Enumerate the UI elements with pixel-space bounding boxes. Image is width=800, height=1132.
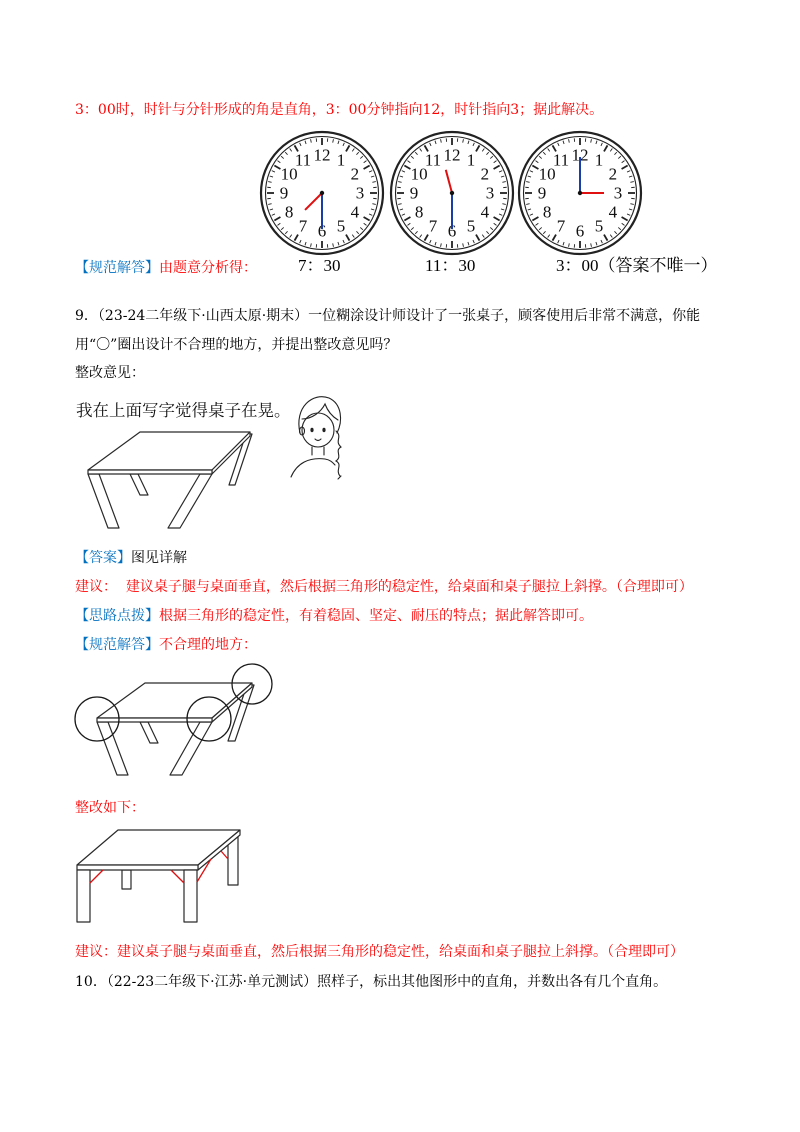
girl-face — [302, 413, 334, 447]
table-top-front-edge — [97, 718, 212, 722]
clock-number: 9 — [279, 183, 289, 203]
clock-number: 3 — [613, 183, 623, 203]
clock-number: 3 — [485, 183, 495, 203]
table-front-right-leg — [168, 474, 212, 528]
clock-number: 3 — [355, 183, 365, 203]
clock-number: 11 — [552, 150, 570, 170]
table-front-right-leg — [170, 722, 212, 775]
girl-braid — [336, 431, 341, 479]
suggestion-text-1: 建议： 建议桌子腿与桌面垂直，然后根据三角形的稳定性，给桌面和桌子腿拉上斜撑。（合理即可） — [75, 579, 693, 595]
clock-label-1: 7：30 — [298, 256, 341, 275]
clock-number: 12 — [313, 145, 331, 165]
clock-number: 5 — [594, 216, 604, 236]
clock-center-dot — [320, 191, 324, 195]
clock-number: 6 — [317, 221, 327, 241]
clock-2 — [391, 132, 513, 254]
analysis-text: 3：00时，时针与分针形成的角是直角，3：00分钟指向12，时针指向3；据此解决。 — [75, 102, 604, 118]
solution-text-2: 不合理的地方： — [159, 637, 257, 653]
suggestion-line-1 — [75, 577, 693, 597]
girl-left-eye — [310, 428, 313, 432]
clock-center-dot — [578, 191, 582, 195]
clock-number: 7 — [428, 216, 438, 236]
clock-number: 12 — [443, 145, 461, 165]
clock-number: 4 — [480, 202, 490, 222]
solution-text: 由题意分析得： — [159, 260, 257, 276]
clock-number: 10 — [280, 164, 298, 184]
table-front-left-leg — [77, 870, 90, 922]
clock-number: 5 — [466, 216, 476, 236]
girl-right-eye — [322, 428, 325, 432]
table-front-left-leg — [88, 474, 119, 528]
table-top — [88, 432, 250, 470]
clock-number: 5 — [336, 216, 346, 236]
answer-line — [75, 548, 187, 568]
clock-number: 8 — [542, 202, 552, 222]
girl-neck — [312, 447, 324, 455]
clock-number: 12 — [571, 145, 589, 165]
wobbly-table-figure — [75, 425, 260, 537]
clock-number: 9 — [409, 183, 419, 203]
hint-text: 根据三角形的稳定性，有着稳固、坚定、耐压的特点；据此解答即可。 — [159, 608, 593, 624]
answer-text: 图见详解 — [131, 550, 187, 566]
clock-number: 7 — [556, 216, 566, 236]
girl-mouth — [315, 439, 321, 441]
table-top — [77, 830, 240, 865]
hint-tag: 【思路点拨】 — [75, 608, 159, 624]
brace-back-right — [221, 851, 228, 859]
question-9-line-1: 9．（23-24二年级下·山西太原·期末）一位糊涂设计师设计了一张桌子，顾客使用后非常不满意，你能 — [75, 308, 701, 324]
solution-line-1 — [75, 258, 257, 278]
speech-text: 我在上面写字觉得桌子在晃。 — [76, 401, 291, 420]
clock-number: 6 — [575, 221, 585, 241]
clock-number: 7 — [298, 216, 308, 236]
table-back-left-leg — [122, 870, 131, 889]
clock-label-3: 3：00（答案不唯一） — [556, 256, 718, 275]
clock-number: 4 — [608, 202, 618, 222]
table-top-front-edge — [77, 865, 198, 870]
solution-line-2 — [75, 635, 257, 655]
table-back-left-leg — [130, 474, 148, 495]
hint-line — [75, 606, 593, 626]
clock-number: 6 — [447, 221, 457, 241]
question-9-line-3: 整改意见： — [75, 365, 145, 381]
clock-center-dot — [450, 191, 454, 195]
clock-number: 8 — [414, 202, 424, 222]
brace-front-right-inner — [171, 870, 184, 883]
answer-tag: 【答案】 — [75, 550, 131, 566]
clock-number: 1 — [466, 150, 476, 170]
girl-illustration — [285, 385, 355, 480]
solution-tag-2: 【规范解答】 — [75, 637, 159, 653]
question-9-line-2: 用“〇”圈出设计不合理的地方，并提出整改意见吗？ — [75, 337, 398, 353]
clock-faces — [255, 128, 650, 260]
girl-shoulders — [291, 459, 335, 477]
clock-3 — [519, 132, 641, 254]
analysis-line — [75, 100, 603, 120]
clock-number: 2 — [350, 164, 360, 184]
clock-number: 9 — [537, 183, 547, 203]
clock-number: 8 — [284, 202, 294, 222]
clock-number: 10 — [538, 164, 556, 184]
table-top-front-edge — [88, 470, 212, 474]
suggestion-line-2 — [75, 942, 684, 962]
brace-front-left — [90, 870, 103, 883]
clock-number: 4 — [350, 202, 360, 222]
table-back-left-leg — [140, 722, 158, 743]
suggestion-text-2: 建议：建议桌子腿与桌面垂直，然后根据三角形的稳定性，给桌面和桌子腿拉上斜撑。（合理即可） — [75, 944, 684, 960]
clock-number: 11 — [424, 150, 442, 170]
clock-1 — [261, 132, 383, 254]
clock-number: 10 — [410, 164, 428, 184]
clock-number: 1 — [336, 150, 346, 170]
clock-number: 11 — [294, 150, 312, 170]
clock-number: 1 — [594, 150, 604, 170]
fix-label: 整改如下： — [75, 800, 145, 816]
fixed-table-figure — [70, 825, 250, 927]
solution-tag: 【规范解答】 — [75, 260, 159, 276]
clock-number: 2 — [480, 164, 490, 184]
clock-number: 2 — [608, 164, 618, 184]
fix-label-line — [75, 798, 145, 818]
question-10-line-1: 10．（22-23二年级下·江苏·单元测试）照样子，标出其他图形中的直角，并数出各有几个直角。 — [75, 974, 668, 990]
table-front-left-leg — [97, 722, 128, 775]
clock-label-2: 11：30 — [425, 256, 476, 275]
circled-table-figure — [70, 655, 275, 780]
table-front-right-leg — [184, 870, 197, 922]
table-top — [97, 683, 252, 718]
